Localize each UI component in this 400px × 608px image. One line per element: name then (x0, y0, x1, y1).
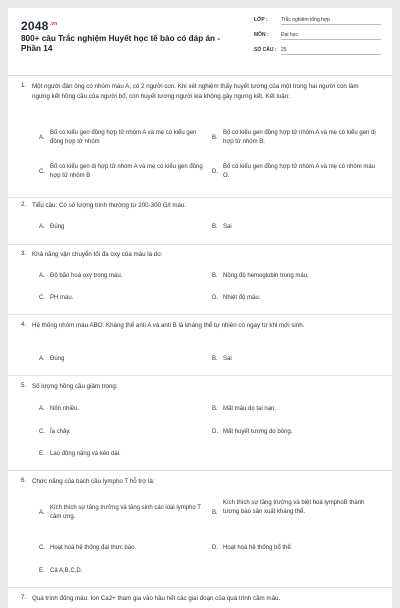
option-c[interactable]: C. Bố có kiểu gen dị hợp tử nhóm A và mẹ có kiểu gen đồng hợp tử nhóm B (39, 164, 203, 179)
option-b[interactable]: B. Bố có kiểu gen đồng hợp tử nhóm A và mẹ có kiểu gen dị hợp tử nhóm B. (212, 130, 376, 145)
question-number: 2. (21, 201, 27, 208)
question-number: 7. (21, 594, 27, 601)
option-b[interactable]: B. Kích thích sự tăng trưởng và biệt hoá lymphoB thành tương bào sản xuất kháng thể. (212, 500, 365, 516)
question-divider (8, 587, 392, 588)
question-count-label: SỐ CÂU : (254, 47, 277, 53)
question-number: 5. (21, 382, 27, 389)
document-page: $2048^{.vn}$ 800+ câu Trắc nghiệm Huyết học tế bào có đáp án - Phần 14 LỚP : Trắc nghiệm tổng hợp MÔN : Đại học SỐ CÂU : 25 1. Một người đàn ông có nhóm máu A, có 2 người con. Khi xét nghiệm thấy huyết tương của một trong hai người con làm ngưng kết hồng cầu của người bố, còn huyết tương người kia không gây ngưng kết. Kết luận: A. Bố có kiểu gen đồng hợp tử nhóm A và mẹ có kiểu gen đồng hợp tử nhóm B. Bố có kiểu gen đồng hợp tử nhóm A và mẹ có kiểu gen dị hợp tử nhóm B. C. Bố có kiểu gen dị hợp tử nhóm A và mẹ có kiểu gen đồng hợp tử nhóm B D. Bố có kiểu gen đồng hợp tử nhóm A và mẹ có nhóm máu O. 2. Tiểu cầu: Có số lượng bình thường từ 200-300 G/l máu. A. Đúng B. Sai 3. Khả năng vận chuyển tối đa oxy của máu là do: A. Độ bão hoà oxy trong máu. B. Nồng độ hemoglobin trong máu. C. PH máu. D. Nhiệt độ máu. 4. Hệ thống nhóm máu ABO: Kháng thể anti A và anti B là kháng thể tự nhiên có ngay từ khi mới sinh. A. Đúng B. Sai 5. Số lượng hồng cầu giảm trong: A. Nôn nhiều. B. Mất máu do tai nạn. C. Ỉa chảy. D. Mất huyết tương do bỏng. E. Lao động nặng và kéo dài. 6. Chức năng của bạch cầu lympho T hỗ trợ là: A. Kích thích sự tăng trưởng và tăng sinh các loại lympho T cảm ứng. B. Kích thích sự tăng trưởng và biệt hoá lymphoB thành tương bào sản xuất kháng thể. C. Hoạt hoá hệ thống đại thực bào. D. Hoạt hoá hệ thống bổ thể. E. Cả A,B,C,D. 7. Quá trình đông máu: Ion Ca2+ tham gia vào hầu hết các giai đoạn của quá trình cầm máu. (8, 8, 392, 608)
question-divider (8, 244, 392, 245)
question-divider (8, 197, 392, 198)
question-divider (8, 314, 392, 315)
option-a[interactable]: A. Kích thích sự tăng trưởng và tăng sinh các loại lympho T cảm ứng. (39, 505, 201, 520)
question-count-value: 25 (281, 47, 381, 55)
option-d[interactable]: D. Bố có kiểu gen đồng hợp tử nhóm A và mẹ có nhóm máu O. (212, 164, 376, 179)
question-divider (8, 375, 392, 376)
subject-value: Đại học (281, 32, 381, 40)
subject-label: MÔN : (254, 32, 269, 38)
class-value: Trắc nghiệm tổng hợp (281, 17, 381, 25)
option-a[interactable]: A. Bố có kiểu gen đồng hợp tử nhóm A và mẹ có kiểu gen đồng hợp tử nhóm (39, 130, 197, 145)
question-number: 6. (21, 477, 27, 484)
question-number: 4. (21, 321, 27, 328)
question-number: 1. (21, 82, 27, 89)
document-header (8, 8, 392, 72)
question-text: Một người đàn ông có nhóm máu A, có 2 người con. Khi xét nghiệm thấy huyết tương của một trong hai người con làm ngưng kết hồng cầu của người bố, còn huyết tương người kia không gây ngưng kết. Kết luận: (32, 83, 359, 100)
question-text: Khả năng vận chuyển tối đa oxy của máu là do: (32, 251, 163, 258)
class-label: LỚP : (254, 17, 268, 23)
question-number: 3. (21, 250, 27, 257)
question-text: Hệ thống nhóm máu ABO: Kháng thể anti A và anti B là kháng thể tự nhiên có ngay từ khi mới sinh. (32, 322, 305, 329)
site-logo[interactable]: $2048^{.vn}$ (21, 19, 58, 33)
question-text: Chức năng của bạch cầu lympho T hỗ trợ là: (32, 478, 155, 485)
question-text: Quá trình đông máu: Ion Ca2+ tham gia vào hầu hết các giai đoạn của quá trình cầm máu. (32, 595, 281, 602)
header-divider (8, 75, 392, 76)
question-text: Tiểu cầu: Có số lượng bình thường từ 200-300 G/l máu. (32, 202, 187, 209)
question-text: Số lượng hồng cầu giảm trong: (32, 383, 118, 390)
question-divider (8, 470, 392, 471)
document-title: 800+ câu Trắc nghiệm Huyết học tế bào có đáp án - Phần 14 (21, 34, 221, 53)
